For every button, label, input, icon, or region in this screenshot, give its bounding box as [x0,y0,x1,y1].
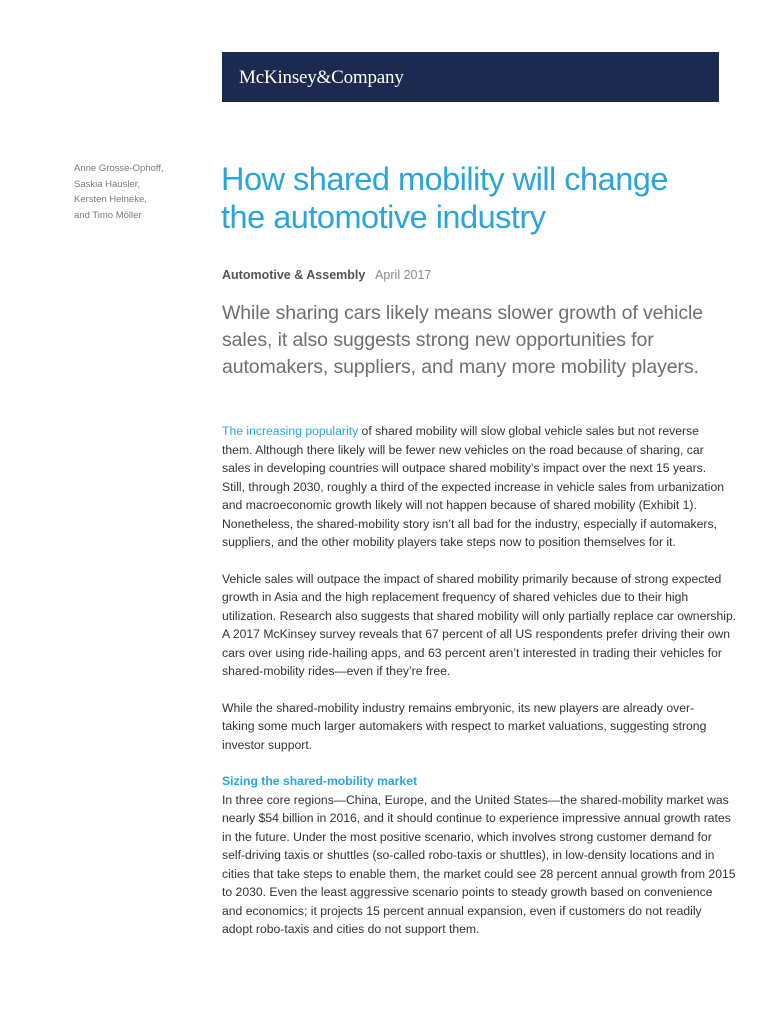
paragraph-line: cities that take steps to enable them, the market could see 28 percent annual growth from 2015 [222,866,736,881]
paragraph-line: and macroeconomic growth likely will not happen because of shared mobility (Exhibit 1). [222,498,697,512]
dek-line: automakers, suppliers, and many more mobility players. [222,356,699,378]
meta-separator [369,268,372,282]
paragraph-line: taking some much larger automakers with respect to market valuations, suggesting strong [222,719,707,733]
paragraph-line: shared-mobility rides—even if they’re free. [222,664,451,678]
paragraph [222,422,725,552]
header-banner [222,52,719,102]
dek-line: sales, it also suggests strong new opportunities for [222,329,654,351]
paragraph-line: Nonetheless, the shared-mobility story isn’t all bad for the industry, especially if automakers, [222,516,717,531]
author: Anne Grosse-Ophoff, [74,163,164,174]
paragraph-line: Vehicle sales will outpace the impact of shared mobility primarily because of strong expected [222,571,722,586]
paragraph-line: While the shared-mobility industry remains embryonic, its new players are already over- [222,700,695,715]
paragraph-line: In three core regions—China, Europe, and the United States—the shared-mobility market was [222,792,729,807]
paragraph-line: A 2017 McKinsey survey reveals that 67 percent of all US respondents prefer driving their own [222,627,731,641]
lead-in-rest: of shared mobility will slow global vehicle sales but not reverse [358,424,699,438]
paragraph-line: suppliers, and the other mobility players take steps now to position themselves for it. [222,535,676,549]
lead-in: The increasing popularity [222,424,359,438]
paragraph-line: growth in Asia and the high replacement frequency of shared vehicles due to their high [222,590,689,604]
article-body [222,422,737,957]
paragraph-line: utilization. Research also suggests that shared mobility will only partially replace car ownership. [222,608,737,623]
author: and Timo Möller [74,209,142,221]
paragraph-line: sales in developing countries will outpace shared mobility’s impact over the next 15 years. [222,461,707,475]
article-title [221,160,741,236]
paragraph-line: self-driving taxis or shuttles (so-called robo-taxis or shuttles), in low-density locations and in [222,848,715,862]
paragraph [222,772,736,939]
paragraph-line: nearly $54 billion in 2016, and it should continue to experience impressive annual growth rates [222,811,731,825]
paragraph-line: them. Although there likely will be fewer new vehicles on the road because of sharing, car [222,442,704,457]
article-dek [222,300,742,381]
brand-logo: McKinsey&Company [239,67,404,88]
paragraph-line [222,422,722,441]
paragraph-line: and economics; it projects 15 percent annual expansion, even if customers do not readily [222,903,702,918]
title-line: How shared mobility will change [221,161,668,197]
section-subhead: Sizing the shared-mobility market [222,774,418,788]
dek-line: While sharing cars likely means slower growth of vehicle [222,302,704,324]
paragraph-line: to 2030. Even the least aggressive scenario points to steady growth based on convenience [222,885,713,899]
paragraph-line: adopt robo-taxis and cities do not support them. [222,922,480,936]
paragraph-line: Still, through 2030, roughly a third of the expected increase in vehicle sales from urbanization [222,479,725,494]
paragraph [222,699,722,755]
title-line: the automotive industry [221,199,546,235]
paragraph [222,570,737,681]
author: Kersten Heineke, [74,194,147,205]
author: Saskia Hausler, [74,178,141,190]
author-list [74,161,204,223]
paragraph-line: investor support. [222,737,313,752]
article-meta [222,268,431,282]
paragraph-line: in the future. Under the most positive scenario, which involves strong customer demand for [222,829,712,844]
publish-date: April 2017 [375,268,432,282]
paragraph-line: cars over using ride-hailing apps, and 63 percent aren’t interested in trading their vehicles for [222,645,722,660]
section-label: Automotive & Assembly [222,268,366,282]
